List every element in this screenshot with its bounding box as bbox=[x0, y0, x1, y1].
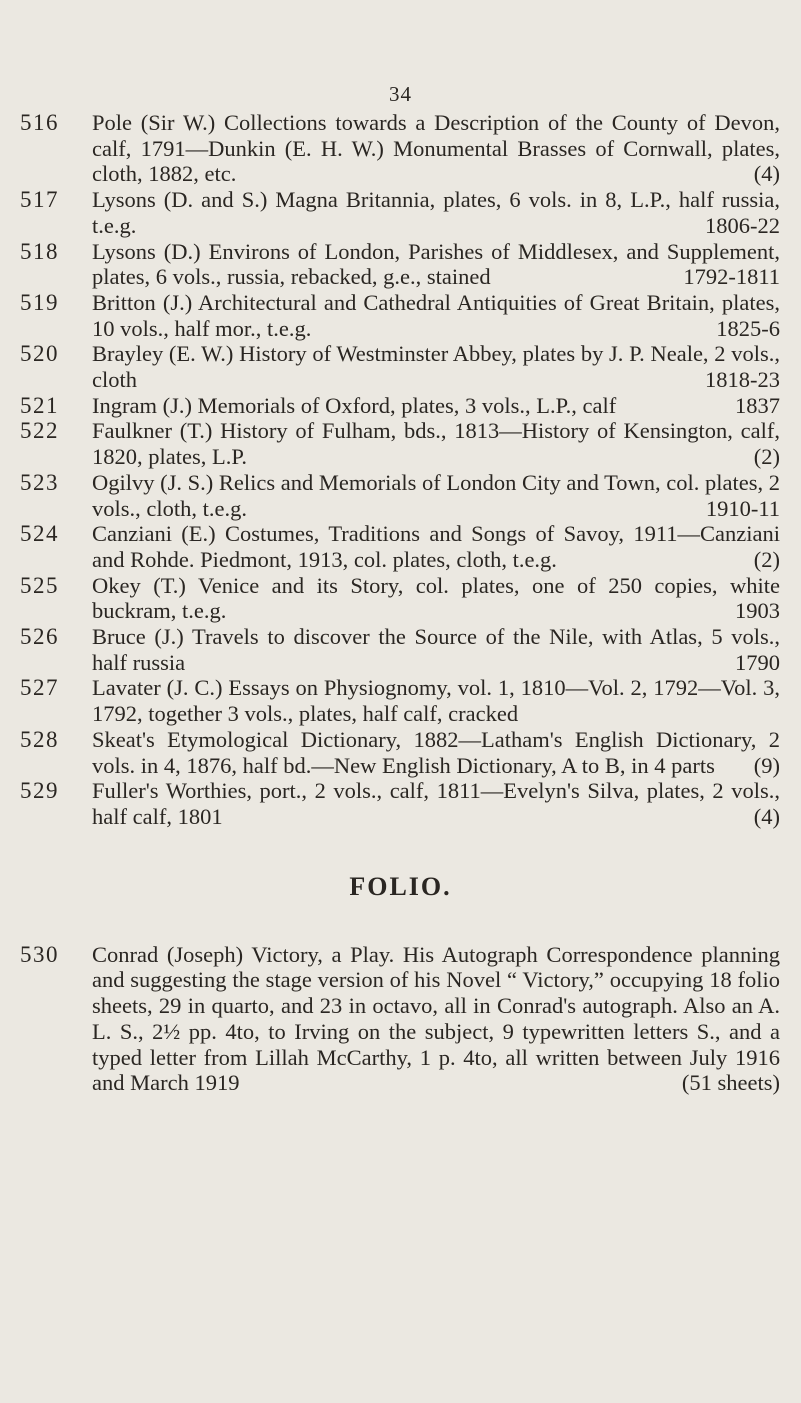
catalogue-entry bbox=[0, 521, 801, 572]
catalogue-entry bbox=[0, 624, 801, 675]
entry-date: (9) bbox=[753, 752, 780, 778]
lot-number: 523 bbox=[20, 469, 59, 495]
lot-number: 524 bbox=[20, 521, 59, 547]
lot-number: 519 bbox=[20, 289, 59, 315]
entry-text: Fuller's Worthies, port., 2 vols., calf, 1811—Evelyn's Silva, plates, 2 vols., half calf, 1801 (4) bbox=[92, 778, 780, 829]
catalogue-entry bbox=[0, 470, 801, 521]
entry-text: Ingram (J.) Memorials of Oxford, plates, 3 vols., L.P., calf 1837 bbox=[92, 392, 780, 418]
entry-date: 1790 bbox=[735, 649, 780, 675]
entry-text: Lysons (D.) Environs of London, Parishes of Middlesex, and Supplement, plates, 6 vols., russia, rebacked, g.e., stained 1792-1811 bbox=[92, 238, 780, 290]
entry-text: Britton (J.) Architectural and Cathedral Antiquities of Great Britain, plates, 10 vols., half mor., t.e.g. 1825-6 bbox=[92, 289, 780, 341]
entry-date: (2) bbox=[753, 444, 780, 470]
catalogue-entry bbox=[0, 290, 801, 341]
catalogue-entry bbox=[0, 778, 801, 829]
catalogue-entry bbox=[0, 942, 801, 1096]
entry-text: Okey (T.) Venice and its Story, col. plates, one of 250 copies, white buckram, t.e.g. 1903 bbox=[92, 572, 780, 624]
entry-date: 1903 bbox=[735, 598, 780, 624]
section-heading: FOLIO. bbox=[349, 871, 452, 901]
entry-date: 1806-22 bbox=[705, 212, 780, 238]
lot-number: 517 bbox=[20, 187, 59, 213]
entry-text: Brayley (E. W.) History of Westminster Abbey, plates by J. P. Neale, 2 vols., cloth 1818-23 bbox=[92, 341, 780, 393]
lot-number: 527 bbox=[20, 675, 59, 701]
entry-date: 1825-6 bbox=[716, 315, 780, 341]
entry-date: 1910-11 bbox=[705, 495, 780, 521]
catalogue-entry bbox=[0, 341, 801, 392]
lot-number: 530 bbox=[20, 941, 59, 967]
page-number: 34 bbox=[389, 82, 412, 106]
lot-number: 522 bbox=[20, 418, 59, 444]
entry-date: 1792-1811 bbox=[683, 264, 780, 290]
entry-text: Ogilvy (J. S.) Relics and Memorials of London City and Town, col. plates, 2 vols., cloth, t.e.g. 1910-11 bbox=[92, 469, 780, 521]
entry-date: (4) bbox=[753, 161, 780, 187]
entry-date: (2) bbox=[753, 546, 780, 572]
entry-text: Lavater (J. C.) Essays on Physiognomy, vol. 1, 1810—Vol. 2, 1792—Vol. 3, 1792, together 3 vols., plates, half calf, cracked bbox=[92, 675, 780, 727]
entry-text: Bruce (J.) Travels to discover the Source of the Nile, with Atlas, 5 vols., half russia 1790 bbox=[92, 624, 780, 675]
entry-text: Lysons (D. and S.) Magna Britannia, plates, 6 vols. in 8, L.P., half russia, t.e.g. 1806-22 bbox=[92, 187, 780, 238]
catalogue-entry bbox=[0, 573, 801, 624]
lot-number: 528 bbox=[20, 726, 59, 752]
entry-text: Faulkner (T.) History of Fulham, bds., 1813—History of Kensington, calf, 1820, plates, L.P. (2) bbox=[92, 418, 780, 470]
entry-text: Pole (Sir W.) Collections towards a Description of the County of Devon, calf, 1791—Dunkin (E. H. W.) Monumental Brasses of Cornwall, plates, cloth, 1882, etc. (4) bbox=[92, 110, 780, 187]
catalogue-entry bbox=[0, 110, 801, 187]
entry-text: Canziani (E.) Costumes, Traditions and Songs of Savoy, 1911—Canziani and Rohde. Piedmont, 1913, col. plates, cloth, t.e.g. (2) bbox=[92, 521, 780, 572]
lot-number: 520 bbox=[20, 341, 59, 367]
entry-date: 1837 bbox=[735, 392, 780, 418]
lot-number: 521 bbox=[20, 392, 59, 418]
catalogue-entry bbox=[0, 187, 801, 238]
catalogue-entry bbox=[0, 239, 801, 290]
catalogue-entry bbox=[0, 727, 801, 778]
lot-number: 526 bbox=[20, 624, 59, 650]
lot-number: 529 bbox=[20, 778, 59, 804]
lot-number: 518 bbox=[20, 238, 59, 264]
catalogue-entries bbox=[0, 110, 801, 1096]
catalogue-entry bbox=[0, 675, 801, 726]
catalogue-entry bbox=[0, 418, 801, 469]
entry-date: 1818-23 bbox=[705, 367, 780, 393]
lot-number: 516 bbox=[20, 110, 59, 135]
entry-date: (4) bbox=[753, 803, 780, 829]
entry-text: Skeat's Etymological Dictionary, 1882—Latham's English Dictionary, 2 vols. in 4, 1876, half bd.—New English Dictionary, A to B, in 4 parts (9) bbox=[92, 726, 780, 778]
entry-date: (51 sheets) bbox=[681, 1070, 780, 1096]
catalogue-entry bbox=[0, 393, 801, 419]
entry-text: Conrad (Joseph) Victory, a Play. His Autograph Correspondence planning and suggesting the stage version of his Novel “ Victory,” occupying 18 folio sheets, 29 in quarto, and 23 in octavo, all in Conrad's autograph. Also an A. L. S., 2½ pp. 4to, to Irving on the subject, 9 typewritten letters S., and a typed letter from Lillah McCarthy, 1 p. 4to, all written between July 1916 and March 1919 (51 sheets) bbox=[92, 941, 780, 1096]
lot-number: 525 bbox=[20, 572, 59, 598]
